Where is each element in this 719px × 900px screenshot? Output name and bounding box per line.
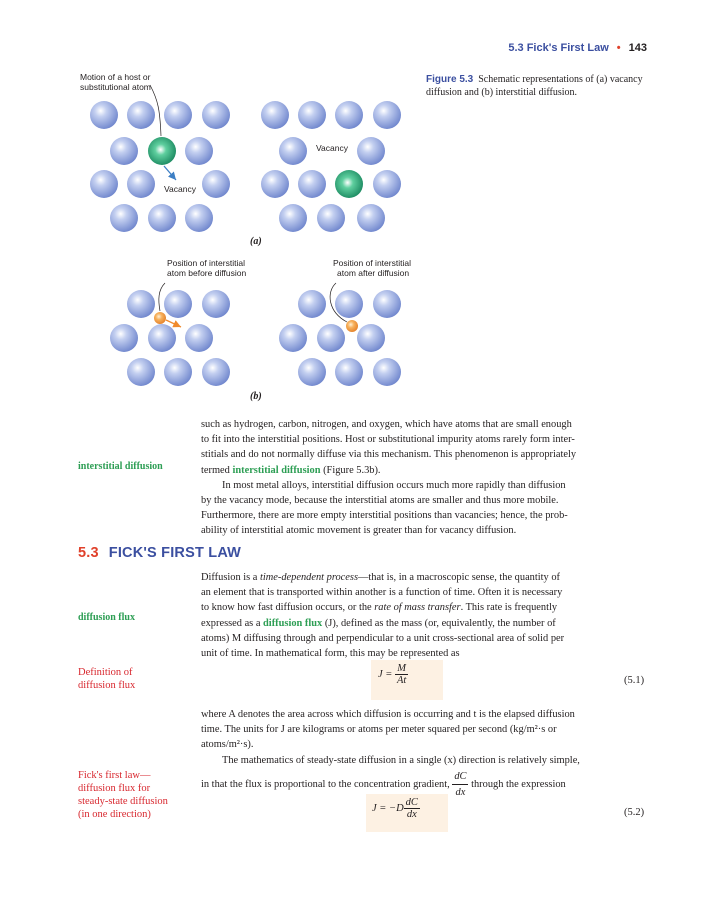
label-motion-line2: substitutional atom — [80, 82, 151, 92]
margin-note-definition: Definition of diffusion flux — [78, 667, 136, 691]
lattice-b-left — [110, 283, 230, 386]
text-line: In most metal alloys, interstitial diffusion occurs much more rapidly than diffusion — [222, 480, 566, 491]
moving-atom — [148, 137, 176, 165]
paragraph-steady-state — [201, 753, 651, 768]
figure-caption — [426, 73, 656, 99]
equation-5-1: J = $\frac{M}{At}$ — [378, 663, 407, 686]
paragraph-comparison — [201, 478, 651, 493]
text-line: unit of time. In mathematical form, this may be represented as — [201, 648, 460, 660]
text-line: termed interstitial diffusion (Figure 5.3b). — [201, 464, 381, 476]
text-line: ability of interstitial atomic movement is greater than for vacancy diffusion. — [201, 525, 517, 537]
figure-caption-text: Schematic representations of (a) vacancy diffusion and (b) interstitial diffusion. — [426, 74, 643, 98]
text-line: The mathematics of steady-state diffusion in a single (x) direction is relatively simple, — [222, 755, 580, 766]
paragraph-interstitial — [201, 417, 651, 478]
text-line: Furthermore, there are more empty interstitial positions than vacancies; hence, the prob- — [201, 510, 568, 522]
text-line: time. The units for J are kilograms or atoms per meter squared per second (kg/m²·s or — [201, 724, 557, 736]
text-line: expressed as a diffusion flux (J), defined as the mass (or, equivalently, the number of — [201, 617, 556, 629]
paragraph-diffusion-flux — [201, 570, 651, 661]
lattice-a-left — [90, 85, 230, 232]
text-line: where A denotes the area across which diffusion is occurring and t is the elapsed diffusion — [201, 709, 575, 720]
page-number: 143 — [628, 42, 647, 54]
paragraph-gradient: in that the flux is proportional to the concentration gradient, $\frac{dC}{dx}$ through the expression — [201, 771, 566, 799]
keyword-interstitial-diffusion: interstitial diffusion — [232, 464, 321, 476]
text-line: to know how fast diffusion occurs, or the rate of mass transfer. This rate is frequently — [201, 602, 558, 614]
text-line: Diffusion is a time-dependent process—that is, in a macroscopic sense, the quantity of — [201, 572, 560, 583]
label-vacancy-a: Vacancy — [164, 184, 196, 194]
label-before-line1: Position of interstitial — [167, 258, 245, 268]
margin-term-interstitial-diffusion: interstitial diffusion — [78, 461, 163, 472]
interstitial-atom — [154, 312, 166, 324]
text-line: to fit into the interstitial positions. Host or substitutional impurity atoms rarely form inter- — [201, 434, 575, 446]
section-number: 5.3 — [78, 545, 99, 561]
text-line: stitials and do not normally diffuse via this mechanism. This phenomenon is appropriately — [201, 449, 577, 461]
label-after-line1: Position of interstitial — [333, 258, 411, 268]
label-before-line2: atom before diffusion — [167, 268, 247, 278]
lattice-a-right — [261, 101, 401, 232]
keyword-diffusion-flux: diffusion flux — [263, 617, 323, 629]
label-vacancy-b: Vacancy — [316, 143, 348, 153]
text-line: atoms) M diffusing through and perpendicular to a unit cross-sectional area of solid per — [201, 632, 565, 644]
equation-number-5-1: (5.1) — [624, 675, 645, 686]
equation-5-2: J = −D $\frac{dC}{dx}$ — [372, 797, 418, 820]
figure-5-3 — [0, 0, 719, 410]
label-after-line2: atom after diffusion — [337, 268, 410, 278]
equation-number-5-2: (5.2) — [624, 807, 645, 818]
section-title: FICK'S FIRST LAW — [108, 545, 242, 561]
text-line: atoms/m²·s). — [201, 739, 254, 751]
part-b-label: (b) — [250, 391, 262, 402]
margin-term-diffusion-flux: diffusion flux — [78, 612, 135, 623]
margin-note-ficks-first-law: Fick's first law— diffusion flux for steady-state diffusion (in one direction) — [78, 770, 168, 820]
label-motion-line1: Motion of a host or — [80, 72, 151, 82]
text-line: an element that is transported within another is a function of time. Often it is necessary — [201, 587, 563, 599]
paragraph-units — [201, 707, 651, 753]
figure-number: Figure 5.3 — [426, 74, 474, 85]
part-a-label: (a) — [250, 236, 262, 247]
running-head-section: 5.3 Fick's First Law — [508, 42, 609, 54]
paragraph-comparison-cont — [201, 493, 651, 539]
lattice-b-right — [279, 283, 401, 386]
bullet-icon: • — [616, 42, 621, 54]
section-heading — [78, 545, 241, 561]
text-line: such as hydrogen, carbon, nitrogen, and oxygen, which have atoms that are small enough — [201, 419, 572, 430]
text-line: by the vacancy mode, because the interstitial atoms are smaller and thus more mobile. — [201, 495, 559, 506]
